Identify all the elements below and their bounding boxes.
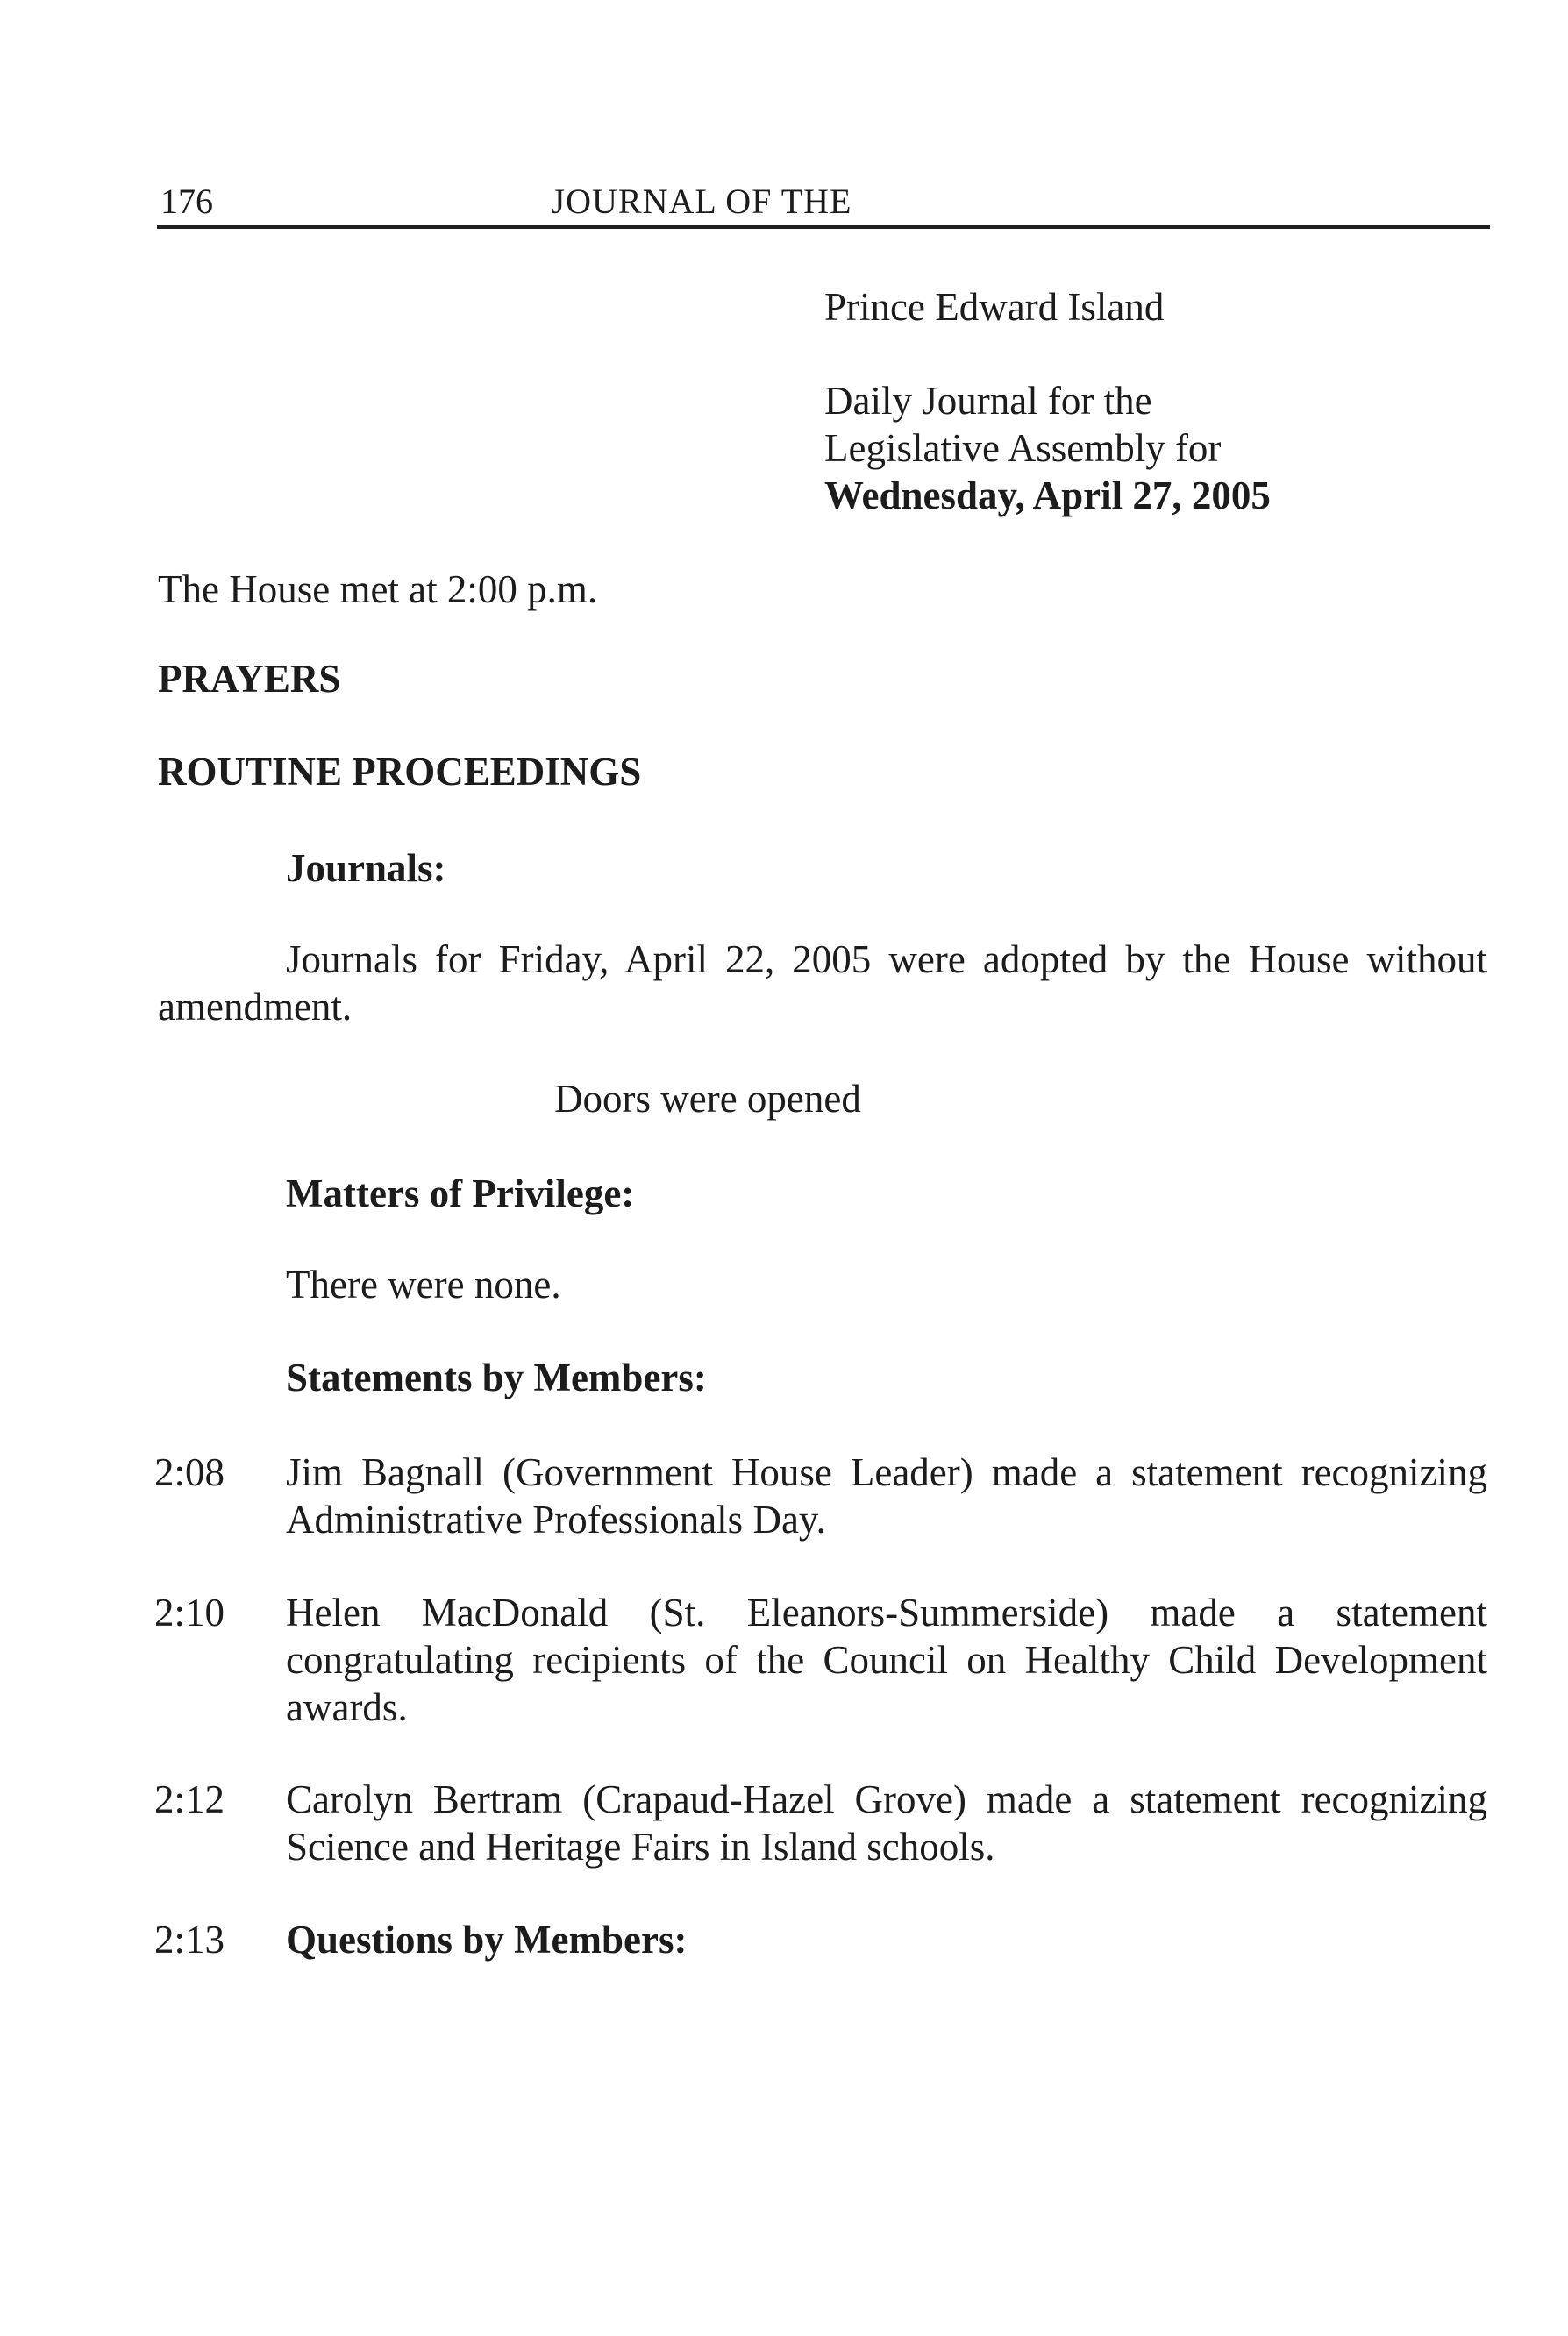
statements-heading: Statements by Members: <box>286 1356 707 1399</box>
running-title: JOURNAL OF THE <box>551 182 852 221</box>
entry-time: 2:12 <box>154 1777 225 1821</box>
title-line-2: Legislative Assembly for <box>824 426 1222 470</box>
province-name: Prince Edward Island <box>824 285 1165 329</box>
entry-line: Carolyn Bertram (Crapaud-Hazel Grove) made a statement recognizing <box>286 1777 1487 1821</box>
questions-heading: Questions by Members: <box>286 1918 688 1962</box>
journals-line-2: amendment. <box>158 985 353 1029</box>
entry-line: Helen MacDonald (St. Eleanors-Summerside) made a statement <box>286 1591 1487 1634</box>
page-number: 176 <box>160 182 213 221</box>
journal-date: Wednesday, April 27, 2005 <box>824 474 1271 517</box>
doors-opened: Doors were opened <box>554 1077 861 1121</box>
entry-time: 2:08 <box>154 1450 225 1494</box>
routine-proceedings-heading: ROUTINE PROCEEDINGS <box>158 750 642 794</box>
privilege-text: There were none. <box>286 1263 561 1307</box>
header-rule <box>157 225 1490 229</box>
journals-heading: Journals: <box>286 846 446 890</box>
entry-line: Jim Bagnall (Government House Leader) made a statement recognizing <box>286 1450 1487 1494</box>
questions-time: 2:13 <box>154 1918 225 1962</box>
entry-line: Science and Heritage Fairs in Island schools. <box>286 1825 995 1869</box>
entry-line: awards. <box>286 1685 408 1729</box>
entry-time: 2:10 <box>154 1591 225 1634</box>
title-line-1: Daily Journal for the <box>824 379 1152 423</box>
prayers-heading: PRAYERS <box>158 657 341 701</box>
privilege-heading: Matters of Privilege: <box>286 1172 635 1215</box>
entry-line: congratulating recipients of the Council on Healthy Child Development <box>286 1638 1487 1682</box>
entry-line: Administrative Professionals Day. <box>286 1498 826 1542</box>
journals-line-1: Journals for Friday, April 22, 2005 were adopted by the House without <box>286 937 1487 981</box>
opening-line: The House met at 2:00 p.m. <box>158 567 598 611</box>
